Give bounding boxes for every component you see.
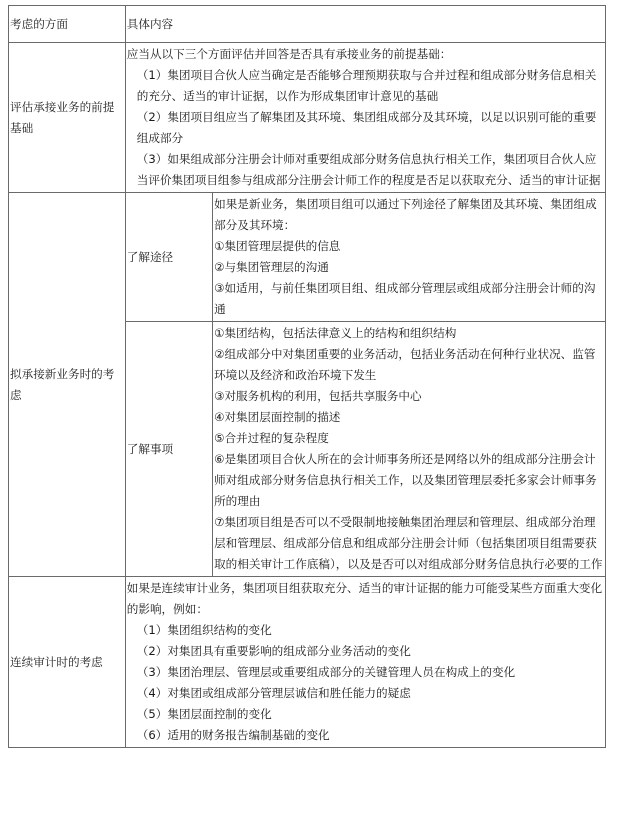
- premise-item-2: （2）集团项目组应当了解集团及其环境、集团组成部分及其环境，以足以识别可能的重要组成部分: [136, 110, 597, 145]
- aspect-new-business: 拟承接新业务时的考虑: [9, 193, 126, 577]
- premise-item-1: （1）集团项目合伙人应当确定是否能够合理预期获取与合并过程和组成部分财务信息相关的充分、适当的审计证据，以作为形成集团审计意见的基础: [136, 68, 597, 103]
- aspect-premise: 评估承接业务的前提基础: [9, 43, 126, 193]
- premise-content: [125, 43, 605, 193]
- row-continuing-audit: [9, 577, 606, 748]
- header-row: [9, 6, 606, 43]
- matters-item-4: ④对集团层面控制的描述: [214, 410, 341, 424]
- matters-item-3: ③对服务机构的利用，包括共享服务中心: [214, 389, 422, 403]
- premise-intro: 应当从以下三个方面评估并回答是否具有承接业务的前提基础：: [126, 47, 452, 61]
- continuing-item-5: （5）集团层面控制的变化: [136, 707, 272, 721]
- sub-matters-label: 了解事项: [125, 322, 212, 577]
- row-new-business-approach: [9, 193, 606, 322]
- header-aspect: 考虑的方面: [9, 6, 126, 43]
- audit-consideration-table: [8, 5, 606, 748]
- row-premise: [9, 43, 606, 193]
- approach-item-1: ①集团管理层提供的信息: [214, 239, 341, 253]
- sub-approach-label: 了解途径: [125, 193, 212, 322]
- matters-item-7: ⑦集团项目组是否可以不受限制地接触集团治理层和管理层、组成部分治理层和管理层、组成部分信息和组成部分注册会计师（包括集团项目组需要获取的相关审计工作底稿），以及是否可以对组成部分财务信息执行必要的工作: [214, 515, 603, 571]
- matters-item-2: ②组成部分中对集团重要的业务活动，包括业务活动在何种行业状况、监管环境以及经济和政治环境下发生: [214, 347, 596, 382]
- continuing-item-6: （6）适用的财务报告编制基础的变化: [136, 728, 330, 742]
- aspect-continuing: 连续审计时的考虑: [9, 577, 126, 748]
- matters-item-5: ⑤合并过程的复杂程度: [214, 431, 329, 445]
- content-table-page: [8, 5, 606, 748]
- header-content: 具体内容: [125, 6, 605, 43]
- matters-item-6: ⑥是集团项目合伙人所在的会计师事务所还是网络以外的组成部分注册会计师对组成部分财务信息执行相关工作，以及集团管理层委托多家会计师事务所的理由: [214, 452, 597, 508]
- matters-item-1: ①集团结构，包括法律意义上的结构和组织结构: [214, 326, 457, 340]
- premise-item-3: （3）如果组成部分注册会计师对重要组成部分财务信息执行相关工作，集团项目合伙人应当评价集团项目组参与组成部分注册会计师工作的程度是否足以获取充分、适当的审计证据: [136, 152, 601, 187]
- continuing-intro: 如果是连续审计业务，集团项目组获取充分、适当的审计证据的能力可能受某些方面重大变化的影响，例如：: [126, 581, 603, 616]
- approach-content: [213, 193, 606, 322]
- continuing-item-3: （3）集团治理层、管理层或重要组成部分的关键管理人员在构成上的变化: [136, 665, 516, 679]
- continuing-item-4: （4）对集团或组成部分管理层诚信和胜任能力的疑虑: [136, 686, 411, 700]
- approach-item-3: ③如适用，与前任集团项目组、组成部分管理层或组成部分注册会计师的沟通: [214, 281, 596, 316]
- matters-content: [213, 322, 606, 577]
- continuing-item-1: （1）集团组织结构的变化: [136, 623, 272, 637]
- approach-item-2: ②与集团管理层的沟通: [214, 260, 329, 274]
- continuing-item-2: （2）对集团具有重要影响的组成部分业务活动的变化: [136, 644, 411, 658]
- continuing-content: [125, 577, 605, 748]
- approach-intro: 如果是新业务，集团项目组可以通过下列途径了解集团及其环境、集团组成部分及其环境：: [214, 197, 597, 232]
